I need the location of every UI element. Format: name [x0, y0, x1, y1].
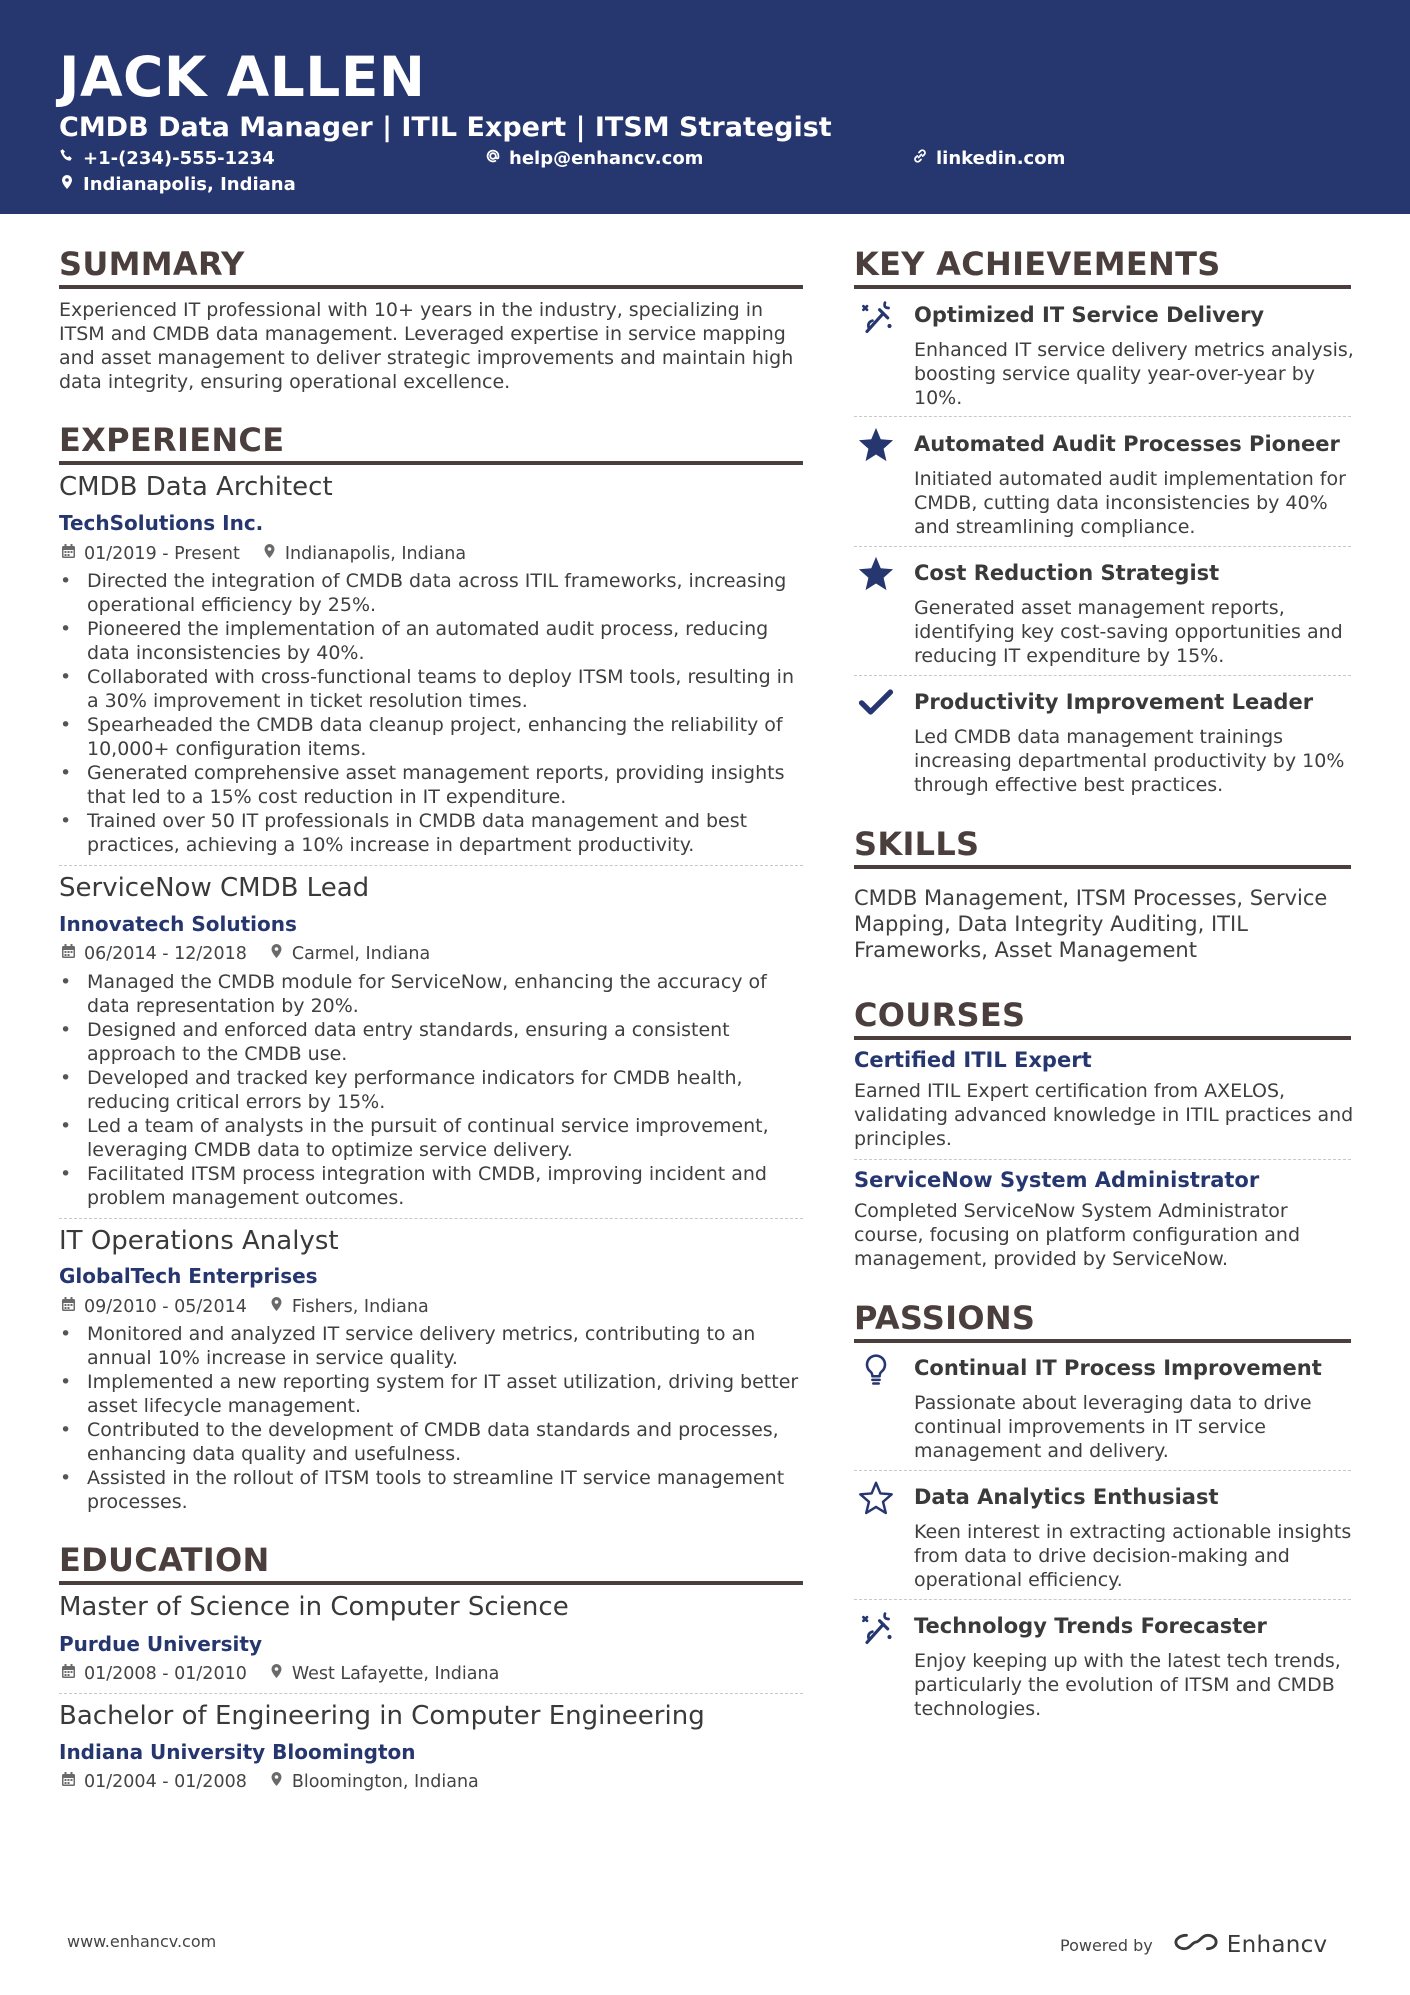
magic-wand-icon: [856, 1608, 896, 1648]
passion-desc: Passionate about leveraging data to drive continual improvements in IT service management and delivery.: [914, 1392, 1312, 1462]
degree-title: Master of Science in Computer Science: [59, 1592, 569, 1622]
location-pin-icon: [59, 174, 75, 196]
achievement-desc: Generated asset management reports, identifying key cost-saving opportunities and reducing IT expenditure by 15%.: [914, 597, 1343, 667]
list-item: • Implemented a new reporting system for IT asset utilization, driving better asset lifecycle management.: [59, 1370, 805, 1418]
passion-title: Data Analytics Enthusiast: [914, 1485, 1219, 1509]
job-meta: [61, 543, 488, 565]
skills-list: CMDB Management, ITSM Processes, Service Mapping, Data Integrity Auditing, ITIL Frameworks, Asset Management: [854, 886, 1328, 962]
footer-website-link[interactable]: www.enhancv.com: [67, 1932, 217, 1951]
job-location: Carmel, Indiana: [291, 944, 431, 964]
list-item: • Assisted in the rollout of ITSM tools to streamline IT service management processes.: [59, 1466, 805, 1514]
entry-divider: [854, 1470, 1351, 1471]
footer-branding: [1060, 1930, 1327, 1960]
job-title: IT Operations Analyst: [59, 1226, 339, 1256]
calendar-icon: [61, 543, 76, 565]
passion-desc: Keen interest in extracting actionable insights from data to drive decision-making and operational efficiency.: [914, 1521, 1352, 1591]
link-icon: [912, 148, 928, 170]
summary-heading: SUMMARY: [59, 245, 245, 283]
contact-phone-text: +1-(234)-555-1234: [83, 148, 275, 169]
calendar-icon: [61, 943, 76, 965]
enhancv-brand-text: Enhancv: [1226, 1932, 1328, 1958]
education-meta: [61, 1771, 501, 1793]
job-dates: 06/2014 - 12/2018: [84, 944, 247, 964]
contact-location-text: Indianapolis, Indiana: [83, 174, 296, 195]
education-dates: 01/2004 - 01/2008: [84, 1772, 247, 1792]
list-item: • Managed the CMDB module for ServiceNow, enhancing the accuracy of data representation by 20%.: [59, 970, 805, 1018]
list-item: • Generated comprehensive asset management reports, providing insights that led to a 15% cost reduction in IT expenditure.: [59, 761, 805, 809]
passion-title: Technology Trends Forecaster: [914, 1614, 1267, 1638]
job-title: ServiceNow CMDB Lead: [59, 873, 370, 903]
enhancv-logo-icon: [1173, 1930, 1219, 1960]
lightbulb-icon: [856, 1350, 896, 1390]
list-item: • Developed and tracked key performance indicators for CMDB health, reducing critical errors by 15%.: [59, 1066, 805, 1114]
passion-title: Continual IT Process Improvement: [914, 1356, 1322, 1380]
location-pin-icon: [269, 1296, 284, 1318]
school-name: Indiana University Bloomington: [59, 1740, 416, 1764]
location-pin-icon: [269, 1663, 284, 1685]
calendar-icon: [61, 1296, 76, 1318]
passion-desc: Enjoy keeping up with the latest tech trends, particularly the evolution of ITSM and CMDB technologies.: [914, 1650, 1341, 1720]
list-item: • Spearheaded the CMDB data cleanup project, enhancing the reliability of 10,000+ configuration items.: [59, 713, 805, 761]
contact-linkedin[interactable]: [912, 148, 1065, 170]
experience-heading: EXPERIENCE: [59, 421, 285, 459]
entry-divider: [854, 1159, 1351, 1160]
summary-text: Experienced IT professional with 10+ years in the industry, specializing in ITSM and CMDB data management. Leveraged expertise in service mapping and asset management to deliver strategic improvements and maintain high data integrity, ensuring operational excellence.: [59, 299, 794, 393]
location-pin-icon: [269, 943, 284, 965]
job-dates: 09/2010 - 05/2014: [84, 1297, 247, 1317]
contact-location: [59, 174, 296, 196]
star-outline-icon: [856, 1478, 896, 1518]
section-divider: [59, 285, 803, 289]
achievement-title: Optimized IT Service Delivery: [914, 303, 1265, 327]
calendar-icon: [61, 1771, 76, 1793]
contact-phone[interactable]: [59, 148, 275, 170]
list-item: • Collaborated with cross-functional teams to deploy ITSM tools, resulting in a 30% improvement in ticket resolution times.: [59, 665, 805, 713]
achievements-heading: KEY ACHIEVEMENTS: [854, 245, 1221, 283]
list-item: • Trained over 50 IT professionals in CMDB data management and best practices, achieving a 10% increase in department productivity.: [59, 809, 805, 857]
company-name: Innovatech Solutions: [59, 912, 297, 936]
education-dates: 01/2008 - 01/2010: [84, 1664, 247, 1684]
courses-heading: COURSES: [854, 996, 1026, 1034]
list-item: • Monitored and analyzed IT service delivery metrics, contributing to an annual 10% increase in service quality.: [59, 1322, 805, 1370]
job-bullets: [59, 1322, 805, 1514]
calendar-icon: [61, 1663, 76, 1685]
entry-divider: [854, 675, 1351, 676]
section-divider: [59, 1581, 803, 1585]
education-meta: [61, 1663, 521, 1685]
contact-email-text: help@enhancv.com: [509, 148, 704, 169]
at-icon: [485, 148, 501, 170]
list-item: • Pioneered the implementation of an automated audit process, reducing data inconsistencies by 40%.: [59, 617, 805, 665]
contact-email[interactable]: [485, 148, 703, 170]
entry-divider: [854, 1599, 1351, 1600]
company-name: GlobalTech Enterprises: [59, 1264, 318, 1288]
entry-divider: [59, 865, 803, 866]
list-item: • Designed and enforced data entry standards, ensuring a consistent approach to the CMDB use.: [59, 1018, 805, 1066]
section-divider: [59, 461, 803, 465]
section-divider: [854, 285, 1351, 289]
contact-linkedin-text: linkedin.com: [936, 148, 1066, 169]
course-title: ServiceNow System Administrator: [854, 1168, 1260, 1192]
achievement-title: Cost Reduction Strategist: [914, 561, 1220, 585]
list-item: • Led a team of analysts in the pursuit of continual service improvement, leveraging CMDB data to optimize service delivery.: [59, 1114, 805, 1162]
entry-divider: [59, 1693, 803, 1694]
list-item: • Contributed to the development of CMDB data standards and processes, enhancing data quality and usefulness.: [59, 1418, 805, 1466]
powered-by-label: Powered by: [1060, 1935, 1153, 1955]
candidate-name: JACK ALLEN: [59, 45, 426, 109]
entry-divider: [854, 546, 1351, 547]
job-bullets: [59, 569, 805, 857]
phone-icon: [59, 148, 75, 170]
enhancv-logo[interactable]: [1173, 1930, 1328, 1960]
list-item: • Facilitated ITSM process integration with CMDB, improving incident and problem management outcomes.: [59, 1162, 805, 1210]
course-desc: Completed ServiceNow System Administrator course, focusing on platform configuration and management, provided by ServiceNow.: [854, 1200, 1301, 1270]
education-heading: EDUCATION: [59, 1541, 270, 1579]
education-location: West Lafayette, Indiana: [291, 1664, 500, 1684]
achievement-desc: Led CMDB data management trainings increasing departmental productivity by 10% through effective best practices.: [914, 726, 1345, 796]
achievement-title: Automated Audit Processes Pioneer: [914, 432, 1340, 456]
star-icon: [856, 424, 896, 464]
location-pin-icon: [269, 1771, 284, 1793]
company-name: TechSolutions Inc.: [59, 511, 264, 535]
job-meta: [61, 1296, 451, 1318]
education-location: Bloomington, Indiana: [291, 1772, 479, 1792]
degree-title: Bachelor of Engineering in Computer Engineering: [59, 1701, 705, 1731]
course-title: Certified ITIL Expert: [854, 1048, 1092, 1072]
achievement-desc: Initiated automated audit implementation for CMDB, cutting data inconsistencies by 40% and streamlining compliance.: [914, 468, 1346, 538]
section-divider: [854, 865, 1351, 869]
job-location: Indianapolis, Indiana: [284, 544, 467, 564]
section-divider: [854, 1036, 1351, 1040]
star-icon: [856, 553, 896, 593]
achievement-desc: Enhanced IT service delivery metrics analysis, boosting service quality year-over-year by 10%.: [914, 339, 1354, 409]
location-pin-icon: [262, 543, 277, 565]
section-divider: [854, 1339, 1351, 1343]
job-bullets: [59, 970, 805, 1210]
list-item: • Directed the integration of CMDB data across ITIL frameworks, increasing operational efficiency by 25%.: [59, 569, 805, 617]
entry-divider: [854, 416, 1351, 417]
achievement-title: Productivity Improvement Leader: [914, 690, 1314, 714]
school-name: Purdue University: [59, 1632, 262, 1656]
magic-wand-icon: [856, 297, 896, 337]
passions-heading: PASSIONS: [854, 1299, 1036, 1337]
resume-header: [0, 0, 1410, 214]
job-meta: [61, 943, 452, 965]
job-dates: 01/2019 - Present: [84, 544, 240, 564]
check-icon: [856, 682, 896, 722]
job-location: Fishers, Indiana: [291, 1297, 429, 1317]
job-title: CMDB Data Architect: [59, 472, 333, 502]
skills-heading: SKILLS: [854, 825, 980, 863]
entry-divider: [59, 1218, 803, 1219]
course-desc: Earned ITIL Expert certification from AXELOS, validating advanced knowledge in ITIL practices and principles.: [854, 1080, 1354, 1150]
candidate-title: CMDB Data Manager | ITIL Expert | ITSM Strategist: [59, 112, 832, 143]
